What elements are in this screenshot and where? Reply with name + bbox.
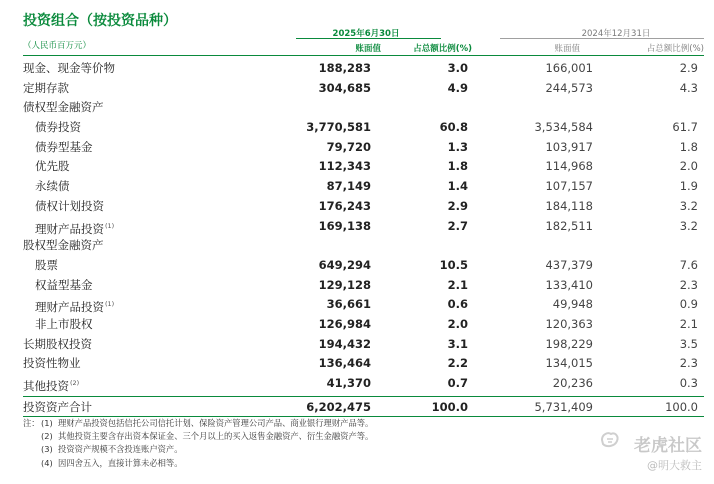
footnote-number: (3): [41, 444, 53, 455]
cell-current-value: 649,294: [318, 257, 371, 272]
footnote-body: 因四舍五入，直接计算未必相等。: [58, 457, 183, 468]
cell-current-value: 169,138: [318, 218, 371, 233]
cell-prior-ratio: 4.3: [679, 80, 698, 95]
footnote-text: [41, 443, 183, 456]
cell-current-value: 79,720: [326, 139, 371, 154]
period-prior-rule: [500, 38, 704, 39]
period-current-rule: [296, 38, 441, 39]
header-rule: [23, 55, 704, 56]
cell-current-value: 3,770,581: [306, 120, 371, 135]
row-label-text: 理财产品投资: [35, 300, 104, 315]
footnote-text: [41, 417, 373, 430]
table-row: [23, 98, 704, 118]
table-row: [23, 79, 704, 99]
footnote-number: (4): [41, 457, 53, 468]
cell-prior-value: 20,236: [552, 376, 593, 390]
watermark-author: @明大救主: [647, 459, 702, 472]
cell-prior-ratio: 2.0: [679, 159, 698, 174]
cell-current-ratio: 1.3: [447, 139, 468, 154]
cell-current-ratio: 2.2: [447, 356, 468, 371]
table-row: [23, 157, 704, 177]
cell-prior-value: 244,573: [545, 80, 593, 95]
table-row: [23, 118, 704, 138]
cell-prior-value: 184,118: [545, 198, 593, 213]
footnote-ref: (2): [70, 379, 80, 387]
col-ratio-current: 占总额比例(%): [413, 44, 472, 54]
cell-current-value: 36,661: [326, 297, 371, 312]
cell-prior-value: 120,363: [545, 316, 593, 331]
table-row: [23, 315, 704, 335]
row-label: 债权型金融资产: [23, 100, 104, 115]
col-book-value-prior: 账面值: [554, 44, 580, 54]
total-section: [23, 398, 704, 418]
table-row: [23, 59, 704, 79]
footnote-ref: (1): [105, 300, 115, 309]
cell-prior-value: 134,015: [545, 356, 593, 371]
cell-current-value: 304,685: [318, 80, 371, 95]
total-label: 投资资产合计: [23, 400, 92, 414]
cell-prior-ratio: 7.6: [679, 257, 698, 272]
cell-current-ratio: 1.4: [447, 179, 468, 194]
cell-current-value: 136,464: [318, 356, 371, 371]
cell-prior-ratio: 2.9: [679, 61, 698, 75]
cell-current-ratio: 2.1: [447, 277, 468, 292]
total-rule-top: [23, 396, 704, 397]
row-label: 股权型金融资产: [23, 238, 104, 253]
cell-current-ratio: 3.1: [447, 336, 468, 351]
cell-prior-ratio: 61.7: [672, 120, 698, 135]
cell-prior-value: 3,534,584: [534, 120, 593, 135]
cell-current-ratio: 2.7: [447, 218, 468, 233]
row-label: 永续债: [35, 179, 70, 194]
row-label: 债权计划投资: [35, 198, 104, 213]
footnote-number: (2): [41, 431, 53, 442]
row-label: [23, 374, 79, 397]
row-label: 债券投资: [35, 120, 81, 135]
cell-current-value: 87,149: [326, 179, 371, 194]
cell-prior-ratio: 1.9: [679, 179, 698, 194]
footnote-text: [41, 430, 373, 443]
row-label-text: 其他投资: [23, 379, 69, 393]
cell-current-value: 188,283: [318, 61, 371, 75]
cell-prior-ratio: 3.2: [679, 218, 698, 233]
table-row: [23, 295, 704, 315]
cell-current-ratio: 3.0: [447, 61, 468, 75]
cell-current-value: 126,984: [318, 316, 371, 331]
row-label: 债券型基金: [35, 139, 93, 154]
footnote-body: 其他投资主要含存出资本保证金、三个月以上的买入返售金融资产、衍生金融资产等。: [58, 431, 374, 442]
cell-prior-value: 49,948: [552, 297, 593, 312]
row-label: 现金、现金等价物: [23, 61, 115, 75]
cell-prior-value: 198,229: [545, 336, 593, 351]
footnote-body: 理财产品投资包括信托公司信托计划、保险资产管理公司产品、商业银行理财产品等。: [58, 418, 374, 428]
cell-current-value: 112,343: [318, 159, 371, 174]
table-row: [23, 177, 704, 197]
cell-prior-ratio: 3.2: [679, 198, 698, 213]
table-body: [23, 59, 704, 394]
row-label: 优先股: [35, 159, 70, 174]
footnote-text: [41, 457, 183, 470]
total-current-ratio: 100.0: [431, 400, 468, 414]
cell-prior-ratio: 2.3: [679, 356, 698, 371]
total-prior-ratio: 100.0: [665, 400, 698, 414]
row-label: 定期存款: [23, 80, 69, 95]
col-book-value-current: 账面值: [355, 44, 381, 54]
cell-current-ratio: 4.9: [447, 80, 468, 95]
table-row: [23, 276, 704, 296]
table-row: [23, 138, 704, 158]
cell-current-ratio: 2.9: [447, 198, 468, 213]
table-row: [23, 197, 704, 217]
unit-label: （人民币百万元）: [23, 41, 92, 51]
footnote-body: 投资资产规模不含投连账户资产。: [58, 444, 183, 455]
cell-current-ratio: 0.7: [447, 376, 468, 390]
table-row: [23, 335, 704, 355]
cell-prior-value: 166,001: [545, 61, 593, 75]
tiger-logo-icon: [599, 430, 621, 450]
cell-current-ratio: 1.8: [447, 159, 468, 174]
cell-prior-ratio: 2.1: [679, 316, 698, 331]
notes-prefix: 注：: [23, 418, 40, 428]
col-ratio-prior: 占总额比例(%): [646, 44, 704, 54]
cell-current-value: 194,432: [318, 336, 371, 351]
cell-current-value: 176,243: [318, 198, 371, 213]
cell-prior-value: 437,379: [545, 257, 593, 272]
cell-prior-ratio: 3.5: [679, 336, 698, 351]
cell-current-ratio: 10.5: [439, 257, 468, 272]
table-row: [23, 256, 704, 276]
total-prior-value: 5,731,409: [534, 400, 593, 414]
table-title: 投资组合（按投资品种）: [23, 13, 177, 29]
cell-prior-value: 107,157: [545, 179, 593, 194]
period-current-label: 2025年6月30日: [332, 29, 400, 39]
cell-current-ratio: 2.0: [447, 316, 468, 331]
cell-current-ratio: 60.8: [439, 120, 468, 135]
cell-prior-value: 103,917: [545, 139, 593, 154]
cell-prior-value: 182,511: [545, 218, 593, 233]
row-label: 投资性物业: [23, 356, 81, 371]
period-prior-label: 2024年12月31日: [581, 29, 651, 39]
cell-current-ratio: 0.6: [447, 297, 468, 312]
table-row: [23, 236, 704, 256]
cell-prior-ratio: 0.9: [679, 297, 698, 312]
cell-prior-ratio: 2.3: [679, 277, 698, 292]
row-label-text: 理财产品投资: [35, 221, 104, 236]
row-label: 股票: [35, 257, 58, 272]
table-row: [23, 354, 704, 374]
cell-prior-ratio: 1.8: [679, 139, 698, 154]
cell-current-value: 129,128: [318, 277, 371, 292]
watermark-brand: 老虎社区: [634, 436, 702, 456]
table-row: [23, 217, 704, 237]
cell-prior-value: 133,410: [545, 277, 593, 292]
cell-prior-value: 114,968: [545, 159, 593, 174]
cell-current-value: 41,370: [326, 376, 371, 390]
row-label: 非上市股权: [35, 316, 93, 331]
cell-prior-ratio: 0.3: [679, 376, 698, 390]
total-row: [23, 398, 704, 418]
footnote-number: (1): [41, 418, 53, 428]
row-label: 长期股权投资: [23, 336, 92, 351]
table-row: [23, 374, 704, 394]
row-label: 权益型基金: [35, 277, 93, 292]
footnote-ref: (1): [105, 221, 115, 230]
total-current-value: 6,202,475: [306, 400, 371, 414]
